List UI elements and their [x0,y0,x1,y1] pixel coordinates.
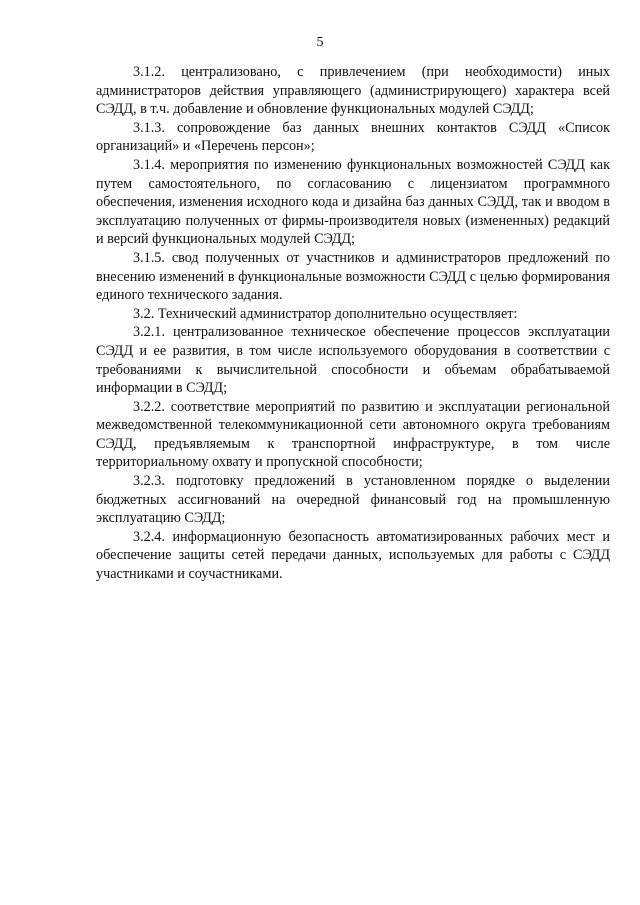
paragraph-3-2-4: 3.2.4. информационную безопасность автоматизированных рабочих мест и обеспечение защиты сетей передачи данных, используемых для работы с СЭДД участниками и соучастниками. [96,528,610,583]
paragraph-3-2-1: 3.2.1. централизованное техническое обеспечение процессов эксплуатации СЭДД и ее развития, в том числе используемого оборудования в соответствии с требованиями к вычислительной способности и объемам обрабатываемой информации в СЭДД; [96,324,610,397]
document-body [96,63,610,584]
paragraph-3-1-2: 3.1.2. централизовано, с привлечением (при необходимости) иных администраторов действия управляющего (администрирующего) характера всей СЭДД, в т.ч. добавление и обновление функциональных модулей СЭДД; [96,64,610,118]
paragraph-3-1-5: 3.1.5. свод полученных от участников и администраторов предложений по внесению изменений в функциональные возможности СЭДД с целью формирования единого технического задания. [96,249,610,304]
paragraph-3-2: 3.2. Технический администратор дополнительно осуществляет: [133,305,518,322]
paragraph-3-2-2: 3.2.2. соответствие мероприятий по развитию и эксплуатации региональной межведомственной телекоммуникационной сети автономного округа требованиям СЭДД, предъявляемым к транспортной инфраструктуре, в том числе территориальному охвату и пропускной способности; [96,398,610,471]
paragraph-3-1-3: 3.1.3. сопровождение баз данных внешних контактов СЭДД «Список организаций» и «Перечень персон»; [96,119,610,155]
paragraph-3-2-3: 3.2.3. подготовку предложений в установленном порядке о выделении бюджетных ассигнований на очередной финансовый год на промышленную эксплуатацию СЭДД; [96,473,610,527]
page-number: 5 [316,35,324,50]
paragraph-3-1-4: 3.1.4. мероприятия по изменению функциональных возможностей СЭДД как путем самостоятельного, по согласованию с лицензиатом программного обеспечения, изменения исходного кода и дизайна баз данных СЭДД, так и вводом в эксплуатацию полученных от фирмы-производителя новых (измененных) редакций и версий функциональных модулей СЭДД; [96,156,610,248]
